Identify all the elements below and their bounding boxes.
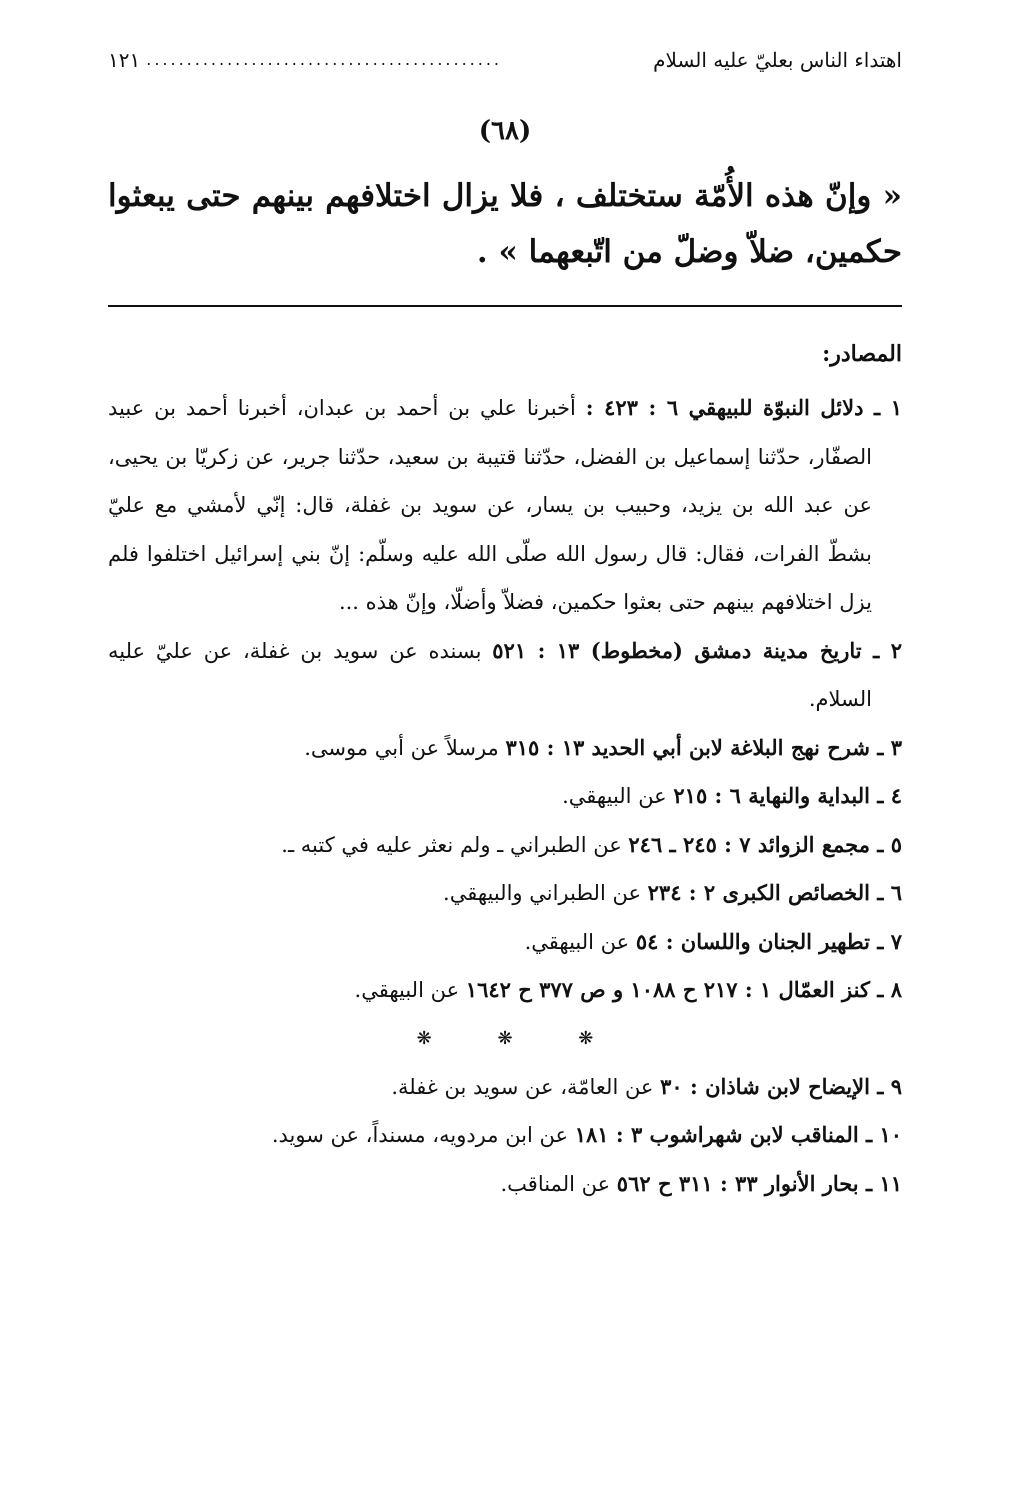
source-reference: ٤ ـ البداية والنهاية ٦ : ٢١٥ (673, 783, 902, 808)
source-text: عن البيهقي. (354, 978, 466, 1002)
source-text: بسنده عن سويد بن غفلة، عن عليّ عليه السلام. (108, 638, 872, 711)
hadith-number: (٦٨) (478, 116, 532, 146)
asterism-separator: ❋ ❋ ❋ (416, 1027, 624, 1049)
source-reference: ٢ ـ تاريخ مدينة دمشق (مخطوط) ١٣ : ٥٢١ (492, 637, 902, 663)
source-reference: ٧ ـ تطهير الجنان واللسان : ٥٤ (635, 928, 902, 954)
source-item (108, 627, 902, 724)
source-text: مرسلاً عن أبي موسى. (304, 735, 506, 760)
source-item (108, 384, 902, 627)
source-item (108, 1063, 902, 1112)
sources-list (108, 384, 902, 1208)
running-header (108, 40, 902, 80)
source-reference: ١٠ ـ المناقب لابن شهراشوب ٣ : ١٨١ (574, 1122, 902, 1147)
section-divider (108, 305, 902, 307)
header-title: اهتداء الناس بعليّ عليه السلام (653, 48, 902, 72)
page-number: ١٢١ (108, 48, 141, 72)
source-text: عن البيهقي. (562, 784, 674, 808)
source-reference: ٩ ـ الإيضاح لابن شاذان : ٣٠ (660, 1073, 902, 1099)
source-item (108, 724, 902, 773)
sources-heading: المصادر: (822, 341, 902, 367)
source-text: أخبرنا علي بن أحمد بن عبدان، أخبرنا أحمد بن عبيد الصفّار، حدّثنا إسماعيل بن الفضل، حدّثنا قتيبة بن سعيد، حدّثنا جرير، عن زكريّا بن يحيى، عن عبد الله بن يزيد، وحبيب بن يسار، عن سويد بن غفلة، قال: إنّي لأمشي مع عليّ بشطّ الفرات، فقال: قال رسول الله صلّى الله عليه وسلّم: إنّ بني إسرائيل اختلفوا فلم يزل اختلافهم بينهم حتى بعثوا حكمين، فضلاّ وأضلّا، وإنّ هذه ... (108, 396, 872, 614)
source-reference: ٥ ـ مجمع الزوائد ٧ : ٢٤٥ ـ ٢٤٦ (628, 831, 902, 857)
hadith-text: « وإنّ هذه الأُمّة ستختلف ، فلا يزال اختلافهم بينهم حتى يبعثوا حكمين، ضلاّ وضلّ من اتّبعهما » . (108, 178, 902, 270)
source-reference: ٦ ـ الخصائص الكبرى ٢ : ٢٣٤ (647, 880, 902, 905)
source-text: عن المناقب. (500, 1171, 617, 1196)
source-text: عن البيهقي. (524, 929, 636, 954)
source-reference: ٣ ـ شرح نهج البلاغة لابن أبي الحديد ١٣ : ٣١٥ (505, 734, 902, 760)
source-item (108, 966, 902, 1015)
source-item (108, 772, 902, 821)
source-item (108, 1111, 902, 1160)
source-text: عن العامّة، عن سويد بن غفلة. (391, 1074, 661, 1099)
source-item (108, 918, 902, 967)
source-text: عن الطبراني والبيهقي. (443, 881, 648, 905)
source-reference: ٨ ـ كنز العمّال ١ : ٢١٧ ح ١٠٨٨ و ص ٣٧٧ ح ١٦٤٢ (465, 977, 902, 1002)
source-reference: ١١ ـ بحار الأنوار ٣٣ : ٣١١ ح ٥٦٢ (616, 1170, 902, 1196)
source-item (108, 1160, 902, 1209)
source-text: عن الطبراني ـ ولم نعثر عليه في كتبه ـ. (281, 832, 629, 857)
header-leader-dots: ............................................ (146, 50, 503, 69)
source-item (108, 821, 902, 870)
source-item (108, 869, 902, 918)
source-text: عن ابن مردويه، مسنداً، عن سويد. (271, 1123, 575, 1147)
source-reference: ١ ـ دلائل النبوّة للبيهقي ٦ : ٤٢٣ : (585, 395, 902, 420)
